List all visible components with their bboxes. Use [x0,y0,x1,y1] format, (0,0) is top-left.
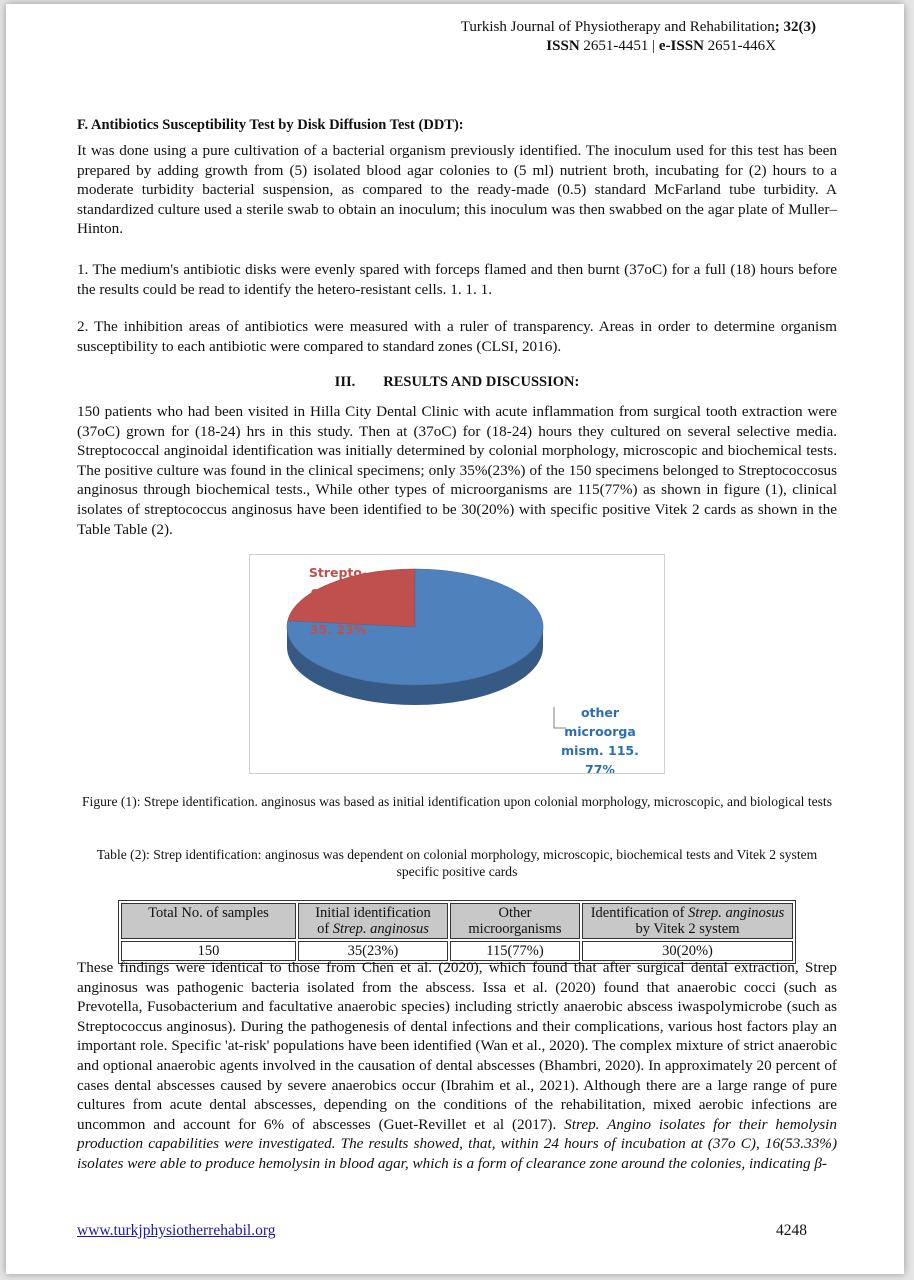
header-vitek-identification [582,903,793,939]
section-title: RESULTS AND DISCUSSION: [383,374,580,390]
eissn-value: 2651-446X [707,38,776,54]
cell-other-microorganisms: 115(77%) [450,941,580,961]
issn-label: ISSN [546,38,580,54]
journal-page [6,4,904,1274]
identification-table [118,900,796,964]
header-vitek-line1-pre: Identification of [590,905,689,921]
section-f-heading: F. Antibiotics Susceptibility Test by Disk Diffusion Test (DDT): [77,117,464,133]
header-initial-line1: Initial identification [315,905,431,921]
header-initial-species: Strep. anginosus [332,921,429,937]
pie-label-other-line: 77% [585,762,615,773]
discussion-paragraph [77,958,837,1174]
journal-website-link[interactable]: www.turkjphysiotherrehabil.org [77,1222,276,1239]
table-caption: Table (2): Strep identification: anginosus was dependent on colonial morphology, microscopic, biochemical tests and Vitek 2 system specific positive cards [96,847,818,879]
header-initial-identification [298,903,448,939]
results-paragraph: 150 patients who had been visited in Hilla City Dental Clinic with acute inflammation from surgical tooth extraction were (37oC) grown for (18-24) hrs in this study. Then at (37oC) for (18-24) hours they cultured on several selective media. Streptococcal anginoidal identification was initially determined by colonial morphology, microscopic and biochemical tests. The positive culture was found in the clinical specimens; only 35%(23%) of the 150 specimens belonged to Streptococcosus anginosus through biochemical tests., While other types of microorganisms are 115(77%) as shown in figure (1), clinical isolates of streptococcus anginosus have been identified to be 30(20%) with specific positive Vitek 2 cards as shown in the Table Table (2). [77,403,837,538]
cell-total-samples: 150 [121,941,296,961]
header-other-microorganisms: Other microorganisms [450,903,580,939]
cell-vitek-identification: 30(20%) [582,941,793,961]
eissn-label: e-ISSN [658,38,704,54]
section-f-paragraph: It was done using a pure cultivation of a bacterial organism previously identified. The inoculum used for this test has been prepared by adding growth from (5) isolated blood agar colonies to (5 ml) nutrient broth, incubating for (2) hours to a moderate turbidity bacterial suspension, as compared to the ready-made (0.5) standard McFarland tube turbidity. A standardized culture used a sterile swab to obtain an inoculum; this inoculum was then swabbed on the agar plate of Muller–Hinton. [77,142,837,238]
cell-initial-identification: 35(23%) [298,941,448,961]
pie-label-strep-line: Strepto- [308,565,368,580]
pie-label-strep-line: 35. 23% [309,622,367,637]
pie-label-other-line: other [580,705,620,720]
issn-value: 2651-4451 | [583,38,656,54]
pie-label-strep-line: anginosus [302,603,374,618]
volume-issue: 32(3) [783,19,816,35]
discussion-italic-text: Strep. Angino isolates for their hemolysin production capabilities were investigated. The results showed, that, within 24 hours of incubation at (37o C), 16(53.33%) isolates were able to produce hemolysin in blood agar, which is a form of clearance zone around the colonies, indicating β- [77,1115,837,1172]
header-vitek-species: Strep. anginosus [688,905,785,921]
header-vitek-line2: by Vitek 2 system [635,921,740,937]
pie-label-strep-line: coccuss [310,584,366,599]
pie-chart [249,554,665,774]
figure-caption: Figure (1): Strepe identification. anginosus was based as initial identification upon colonial morphology, microscopic, and biological tests [81,794,832,809]
section-f-step-2: 2. The inhibition areas of antibiotics were measured with a ruler of transparency. Areas in order to determine organism susceptibility to each antibiotic were compared to standard zones (CLSI, 2016). [77,318,837,355]
section-number: III. [334,374,356,390]
discussion-text: These findings were identical to those from Chen et al. (2020), which found that after surgical dental extraction, Strep anginosus was pathogenic bacteria isolated from the abscess. Issa et al. (2020) found that anaerobic cocci (such as Prevotella, Fusobacterium and facultative anaerobic species) including strictly anaerobic abscess iwaspolymicrobe (such as Streptococcus anginosus). During the pathogenesis of dental infections and their complications, various host factors play an important role. Specific 'at-risk' populations have been identified (Wan et al., 2020). The complex mixture of strict anaerobic and optional anaerobic agents involved in the causation of dental abscesses (Bhambri, 2020). In approximately 20 percent of cases dental abscesses caused by severe anaerobics occur (Ibrahim et al., 2021). Although there are a large range of pure cultures from acute dental abscesses, depending on the conditions of the rehabilitation, mixed aerobic infections are uncommon and account for 6% of abscesses (Guet-Revillet et al (2017). [77,959,837,1133]
journal-name: Turkish Journal of Physiotherapy and Rehabilitation [460,19,775,35]
pie-chart-svg [250,555,664,773]
pie-label-other-line: microorga [564,724,636,739]
header-initial-line2-pre: of [317,921,333,937]
running-header: Turkish Journal of Physiotherapy and Rehabilitation; 32(3) ISSN 2651-4451 | e-ISSN 2651-446X [460,19,816,54]
pie-label-other-line: mism. 115. [561,743,639,758]
table-header-row [121,903,793,939]
page-number: 4248 [776,1222,807,1239]
section-f-step-1: 1. The medium's antibiotic disks were evenly spared with forceps flamed and then burnt (37oC) for a full (18) hours before the results could be read to identify the hetero-resistant cells. 1. 1. 1. [77,261,837,298]
section-iii-heading [77,374,837,391]
header-total-samples: Total No. of samples [121,903,296,939]
